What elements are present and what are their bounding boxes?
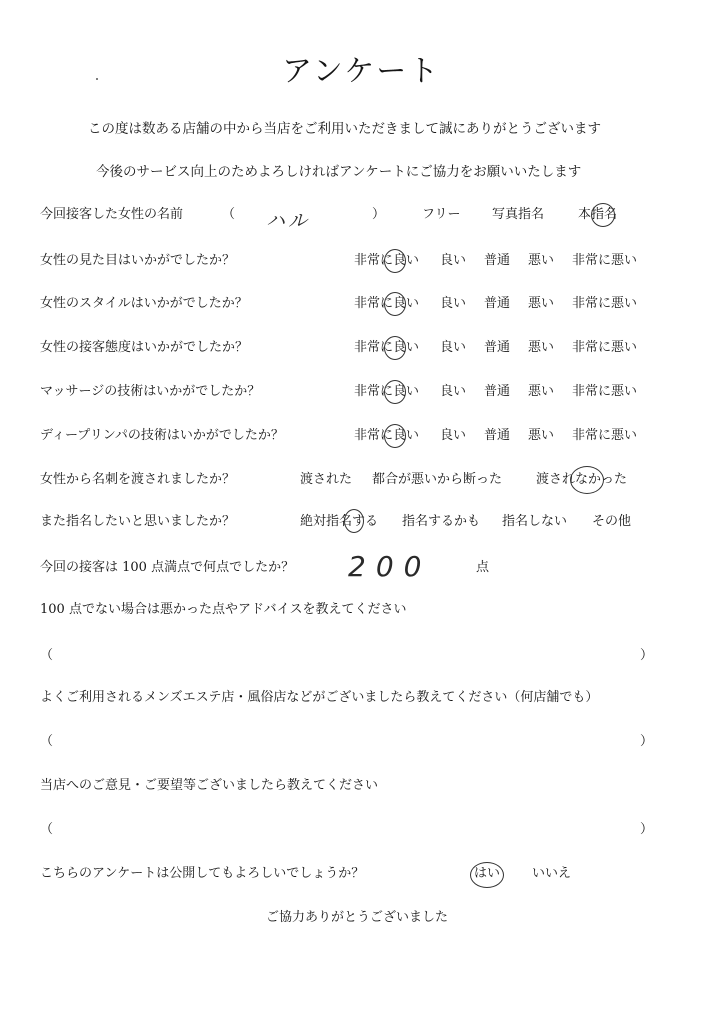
name-open-paren: （	[222, 207, 236, 222]
name-question: 今回接客した女性の名前	[40, 207, 184, 222]
other-shops-close-paren: ）	[640, 734, 654, 749]
renominate-option-no[interactable]: 指名しない	[502, 514, 568, 529]
question-business-card: 女性から名刺を渡されましたか？	[40, 472, 236, 487]
score-unit: 点	[476, 560, 490, 575]
rating-option-good[interactable]: 良い	[440, 296, 467, 311]
rating-option-excellent[interactable]: 非常に良い	[354, 428, 420, 443]
rating-option-good[interactable]: 良い	[440, 428, 467, 443]
rating-option-excellent[interactable]: 非常に良い	[354, 340, 420, 355]
rating-option-bad[interactable]: 悪い	[528, 340, 555, 355]
question-score: 今回の接客は 100 点満点で何点でしたか？	[40, 560, 295, 575]
rating-option-bad[interactable]: 悪い	[528, 384, 555, 399]
card-option-declined[interactable]: 都合が悪いから断った	[372, 472, 503, 487]
publish-option-yes[interactable]: はい	[474, 866, 501, 881]
rating-option-average[interactable]: 普通	[484, 296, 511, 311]
rating-option-bad[interactable]: 悪い	[528, 428, 555, 443]
question-appearance: 女性の見た目はいかがでしたか？	[40, 253, 236, 268]
intro-line-2: 今後のサービス向上のためよろしければアンケートにご協力をお願いいたします	[96, 164, 582, 180]
handwritten-score: 200	[348, 550, 432, 583]
question-style: 女性のスタイルはいかがでしたか？	[40, 296, 248, 311]
publish-option-no[interactable]: いいえ	[532, 866, 572, 881]
rating-option-good[interactable]: 良い	[440, 384, 467, 399]
rating-option-good[interactable]: 良い	[440, 253, 467, 268]
rating-option-very-bad[interactable]: 非常に悪い	[572, 296, 638, 311]
question-service-attitude: 女性の接客態度はいかがでしたか？	[40, 340, 249, 355]
question-massage-skill: マッサージの技術はいかがでしたか？	[40, 384, 261, 399]
intro-line-1: この度は数ある店舗の中から当店をご利用いただきまして誠にありがとうございます	[88, 121, 601, 137]
closing-thanks: ご協力ありがとうございました	[266, 910, 449, 925]
option-main-nomination[interactable]: 本指名	[578, 207, 618, 222]
card-option-received[interactable]: 渡された	[300, 472, 353, 487]
option-photo-nomination[interactable]: 写真指名	[492, 207, 545, 222]
rating-option-excellent[interactable]: 非常に良い	[354, 384, 420, 399]
rating-option-very-bad[interactable]: 非常に悪い	[572, 340, 638, 355]
opinion-open-paren: （	[40, 822, 54, 837]
renominate-option-other[interactable]: その他	[592, 514, 632, 529]
question-advice: 100 点でない場合は悪かった点やアドバイスを教えてください	[40, 602, 407, 617]
question-publish: こちらのアンケートは公開してもよろしいでしょうか？	[40, 866, 365, 881]
rating-option-excellent[interactable]: 非常に良い	[354, 253, 420, 268]
other-shops-open-paren: （	[40, 734, 54, 749]
rating-option-very-bad[interactable]: 非常に悪い	[572, 428, 638, 443]
rating-option-average[interactable]: 普通	[484, 253, 511, 268]
page-title: アンケート	[282, 54, 441, 89]
opinion-close-paren: ）	[640, 822, 654, 837]
card-option-not-received[interactable]: 渡されなかった	[536, 472, 628, 487]
scan-speck	[96, 78, 98, 80]
advice-close-paren: ）	[640, 648, 654, 663]
rating-option-very-bad[interactable]: 非常に悪い	[572, 253, 638, 268]
renominate-option-definitely[interactable]: 絶対指名する	[300, 514, 379, 529]
rating-option-good[interactable]: 良い	[440, 340, 467, 355]
rating-option-very-bad[interactable]: 非常に悪い	[572, 384, 638, 399]
question-deep-lymph-skill: ディープリンパの技術はいかがでしたか？	[40, 428, 284, 443]
question-opinion: 当店へのご意見・ご要望等ございましたら教えてください	[40, 778, 379, 793]
rating-option-average[interactable]: 普通	[484, 384, 511, 399]
rating-option-bad[interactable]: 悪い	[528, 296, 555, 311]
renominate-option-maybe[interactable]: 指名するかも	[402, 514, 481, 529]
rating-option-average[interactable]: 普通	[484, 428, 511, 443]
question-renominate: また指名したいと思いましたか？	[40, 514, 236, 529]
rating-option-excellent[interactable]: 非常に良い	[354, 296, 420, 311]
option-free[interactable]: フリー	[422, 207, 461, 222]
question-other-shops: よくご利用されるメンズエステ店・風俗店などがございましたら教えてください（何店舗でも）	[40, 690, 599, 705]
advice-open-paren: （	[40, 648, 54, 663]
name-close-paren: ）	[372, 207, 386, 222]
rating-option-average[interactable]: 普通	[484, 340, 511, 355]
rating-option-bad[interactable]: 悪い	[528, 253, 555, 268]
handwritten-name: ハル	[266, 210, 311, 232]
